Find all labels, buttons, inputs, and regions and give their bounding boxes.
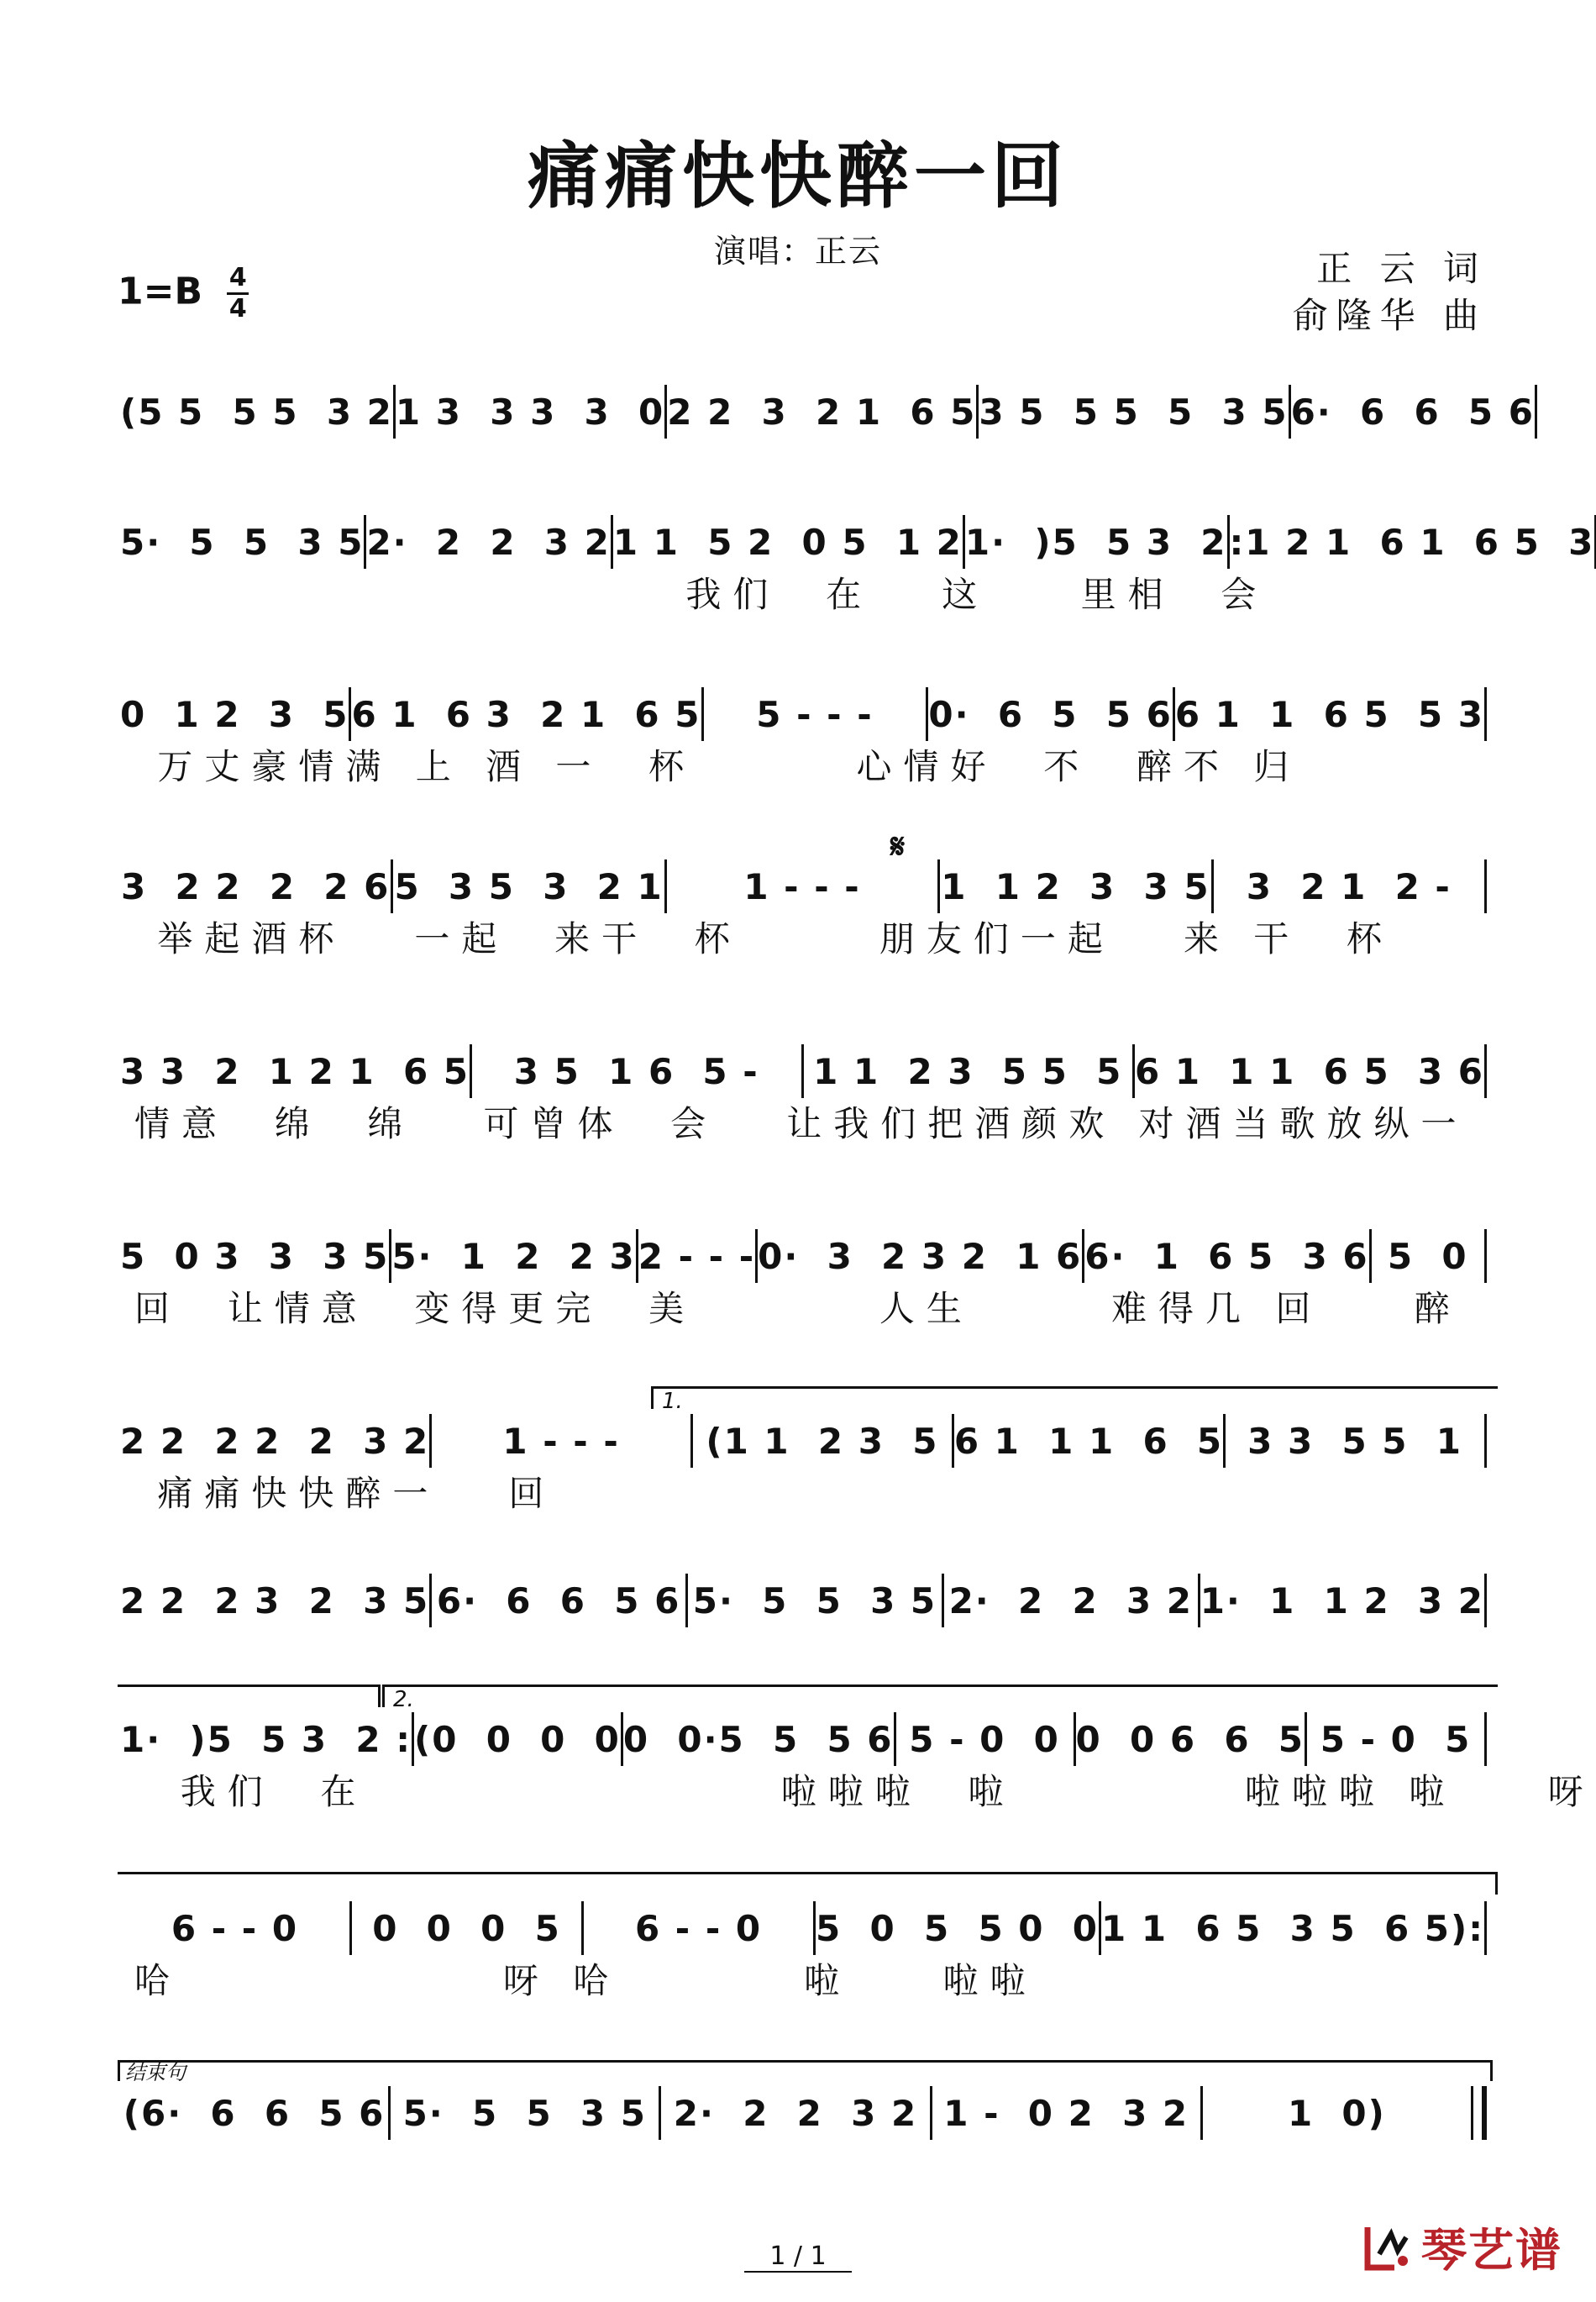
barline — [1484, 1712, 1487, 1766]
lyrics-line — [118, 441, 1487, 488]
logo-icon — [1361, 2221, 1415, 2274]
measure: 6· 6 6 5 6 — [1290, 391, 1536, 433]
measure: 1 - 0 2 3 2 — [943, 2092, 1189, 2134]
score-system — [118, 382, 1536, 488]
notes-row — [118, 685, 1487, 744]
measure: 5· 5 5 3 5 — [402, 2092, 648, 2134]
measure: 6 - - 0 — [171, 1907, 299, 1949]
measure: 1 1 2 3 3 5 — [941, 865, 1210, 907]
score-system — [118, 1571, 1487, 1677]
time-bottom: 4 — [228, 294, 247, 323]
measure: 2· 2 2 3 2 — [366, 521, 611, 563]
measure: 1 - - - — [743, 865, 861, 907]
measure: 2· 2 2 3 2 — [673, 2092, 918, 2134]
notes-row — [118, 1571, 1487, 1630]
measure: 5 3 5 3 2 1 — [394, 865, 664, 907]
barline — [1484, 1229, 1487, 1283]
measure: 1· )5 5 3 2 — [964, 521, 1227, 563]
segno-mark: 𝄋 — [890, 828, 906, 866]
score-system — [118, 1227, 1487, 1332]
measure: 2· 2 2 3 2 — [948, 1579, 1193, 1621]
volta-1-continuation — [118, 1684, 381, 1707]
score-system — [118, 857, 1487, 963]
measure: 5 - 0 5 — [1320, 1718, 1472, 1760]
notes-row — [118, 1227, 1487, 1285]
volta-2-bracket — [382, 1684, 1498, 1712]
barline — [1484, 859, 1487, 913]
page-number — [0, 2242, 1596, 2271]
measure: 6 - - 0 — [634, 1907, 763, 1949]
barline — [1484, 1414, 1487, 1468]
measure: 1 0) — [1287, 2092, 1386, 2134]
lyrics-line: 情意 绵 绵 可曾体 会 让我们把酒颜欢 对酒当歌放纵一 — [134, 1103, 1468, 1144]
key-label: 1=B — [118, 270, 203, 313]
time-signature — [227, 265, 249, 322]
score-system — [118, 1042, 1487, 1148]
notes-row — [118, 1411, 1487, 1470]
measure: 6 1 6 3 2 1 6 5 — [351, 693, 701, 735]
measure: 6 1 1 1 6 5 3 6 — [1134, 1050, 1484, 1092]
lyrics-line: 我们 在 啦啦啦 啦 啦啦啦 啦 呀 — [134, 1771, 1595, 1812]
score-system — [118, 685, 1487, 791]
barline — [1484, 1901, 1487, 1955]
logo-text: 琴艺谱 — [1421, 2224, 1562, 2277]
measure: 1· )5 5 3 2 : — [120, 1718, 412, 1760]
lyrics-line: 痛痛快快醉一 回 — [134, 1473, 556, 1514]
score-system — [118, 1710, 1595, 1816]
measure: :1 2 1 6 1 6 5 3 — [1229, 521, 1595, 563]
measure: 6 1 1 1 6 5 — [953, 1420, 1224, 1462]
barline — [1535, 385, 1537, 439]
measure: (0 0 0 0 — [414, 1718, 621, 1760]
score-system — [118, 1899, 1487, 2005]
lyrics-line: 回 让情意 变得更完 美 人生 难得几 回 醉 — [134, 1288, 1462, 1329]
measure: 5 0 5 5 0 0 — [816, 1907, 1099, 1949]
measure: 3 5 1 6 5 - — [513, 1050, 759, 1092]
measure: 0· 3 2 3 2 1 6 — [758, 1235, 1083, 1277]
score-system — [118, 1411, 1487, 1517]
measure: 2 2 3 2 1 6 5 — [667, 391, 977, 433]
measure: 1 3 3 3 3 0 — [395, 391, 665, 433]
measure: 5 0 3 3 3 5 — [120, 1235, 390, 1277]
score-system — [118, 2084, 1487, 2189]
barline — [1484, 1044, 1487, 1098]
key-signature — [118, 265, 249, 322]
barline — [1471, 2086, 1487, 2140]
measure: 0· 6 5 5 6 — [928, 693, 1173, 735]
measure: 6 1 1 6 5 5 3 — [1174, 693, 1484, 735]
singer-line: 演唱：正云 — [713, 233, 882, 270]
measure: 1 1 2 3 5 5 5 — [813, 1050, 1123, 1092]
score-system — [118, 512, 1595, 618]
measure: (1 1 2 3 5 — [706, 1420, 939, 1462]
notes-row — [118, 512, 1595, 571]
measure: 0 0·5 5 5 6 — [622, 1718, 894, 1760]
lyrics-line: 哈 呀 哈 啦 啦啦 — [134, 1960, 1037, 2001]
measure: 2 2 2 3 2 3 5 — [120, 1579, 430, 1621]
credits — [1293, 245, 1487, 339]
ending-phrase-bracket — [118, 2060, 1493, 2084]
measure: 3 3 2 1 2 1 6 5 — [120, 1050, 470, 1092]
lyrics-line: 我们 在 这 里相 会 — [134, 574, 1268, 615]
notes-row — [118, 1042, 1487, 1101]
measure: 5· 5 5 3 5 — [692, 1579, 937, 1621]
notes-row — [118, 857, 1487, 916]
measure: 3 3 5 5 1 — [1247, 1420, 1462, 1462]
lyrics-line — [118, 2142, 1487, 2189]
measure: 6· 1 6 5 3 6 — [1084, 1235, 1369, 1277]
lyrics-line: 举起酒杯 一起 来干 杯 朋友们一起 来 干 杯 — [134, 918, 1394, 959]
notes-row — [118, 1710, 1487, 1769]
measure: 0 0 6 6 5 — [1075, 1718, 1305, 1760]
measure: 0 1 2 3 5 — [120, 693, 349, 735]
measure: 1· 1 1 2 3 2 — [1200, 1579, 1484, 1621]
measure: 3 2 1 2 - — [1246, 865, 1452, 907]
measure: (5 5 5 5 3 2 — [120, 391, 393, 433]
volta-1-label: 1. — [662, 1389, 683, 1414]
notes-row — [118, 382, 1536, 441]
measure: 2 2 2 2 2 3 2 — [120, 1420, 430, 1462]
barline — [1484, 1574, 1487, 1627]
measure: 3 5 5 5 5 3 5 — [979, 391, 1289, 433]
page-number-text: 1 / 1 — [744, 2242, 851, 2273]
time-top: 4 — [228, 263, 247, 292]
ending-phrase-label: 结束句 — [125, 2061, 186, 2084]
volta-2-label: 2. — [393, 1687, 414, 1712]
measure: 1 1 5 2 0 5 1 2 — [612, 521, 963, 563]
measure: 2 - - - — [638, 1235, 756, 1277]
measure: 0 0 0 5 — [372, 1907, 561, 1949]
barline — [1484, 687, 1487, 741]
measure: 5 - 0 0 — [909, 1718, 1060, 1760]
volta-1-bracket — [651, 1386, 1498, 1414]
volta-2-continuation — [118, 1872, 1498, 1895]
site-logo — [1361, 2215, 1562, 2279]
measure: 1 - - - — [502, 1420, 620, 1462]
measure: 5 0 — [1387, 1235, 1468, 1277]
measure: 5 - - - — [756, 693, 874, 735]
lyrics-line: 万丈豪情满 上 酒 一 杯 心情好 不 醉不 归 — [134, 746, 1301, 787]
lyricist: 正 云 词 — [1316, 248, 1487, 289]
lyrics-line — [118, 1630, 1487, 1677]
measure: 6· 6 6 5 6 — [436, 1579, 681, 1621]
notes-row — [118, 2084, 1487, 2142]
song-title: 痛痛快快醉一回 — [528, 134, 1068, 218]
notes-row — [118, 1899, 1487, 1958]
measure: 5· 1 2 2 3 — [391, 1235, 636, 1277]
measure: 5· 5 5 3 5 — [120, 521, 365, 563]
measure: (6· 6 6 5 6 — [123, 2092, 386, 2134]
measure: 1 1 6 5 3 5 6 5): — [1101, 1907, 1485, 1949]
composer: 俞隆华 曲 — [1292, 295, 1487, 336]
measure: 3 2 2 2 2 6 — [121, 865, 391, 907]
